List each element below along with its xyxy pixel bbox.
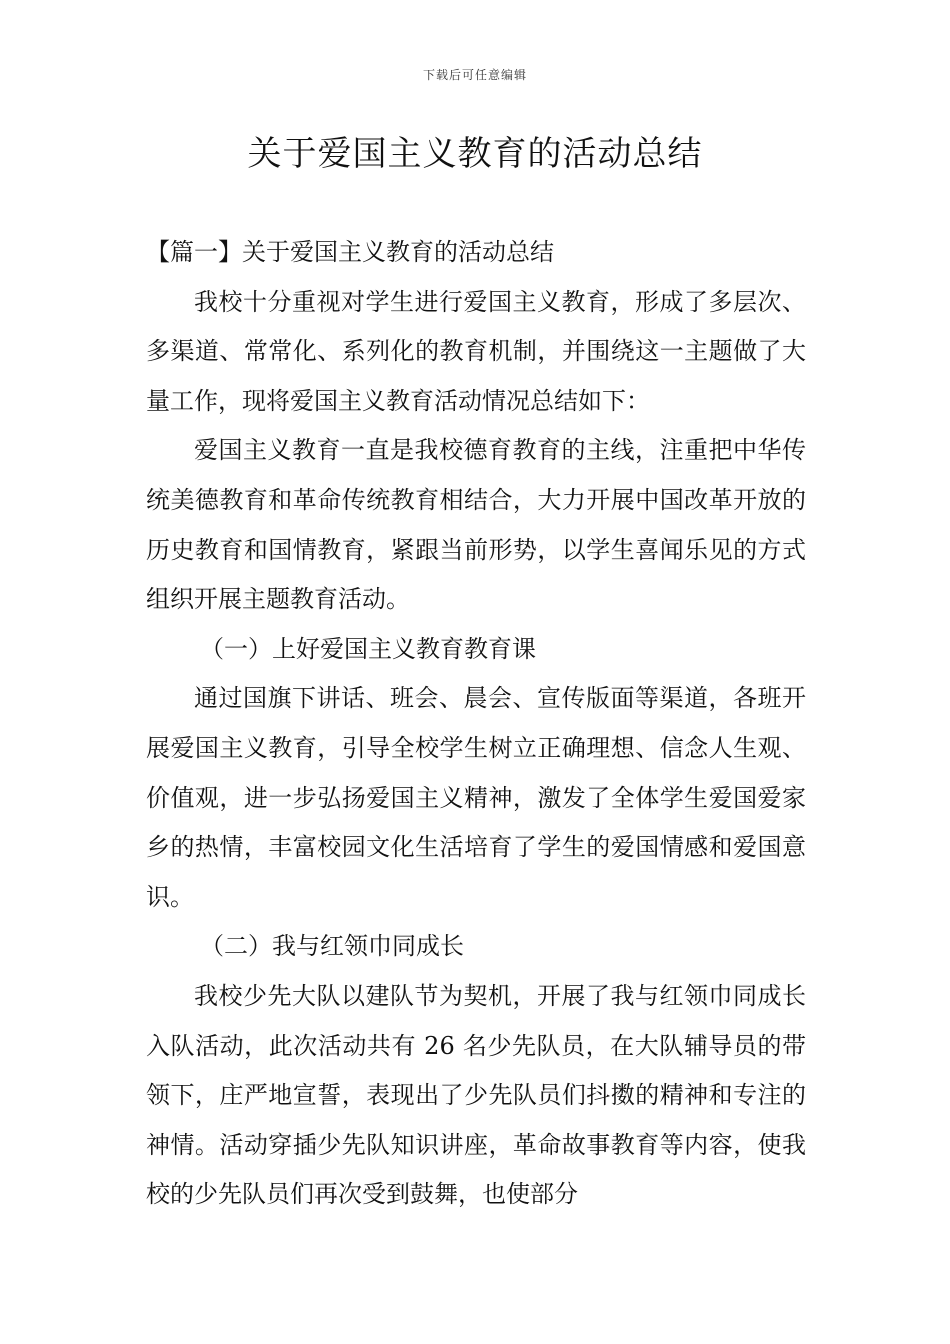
main-theme-paragraph: 爱国主义教育一直是我校德育教育的主线，注重把中华传统美德教育和革命传统教育相结合，大力开展中国改革开放的历史教育和国情教育，紧跟当前形势，以学生喜闻乐见的方式组织开展主题教育活动。	[146, 436, 806, 614]
subsection-heading-2: （二）我与红领巾同成长	[200, 932, 464, 961]
subsection-heading-1: （一）上好爱国主义教育教育课	[200, 634, 536, 663]
header-note: 下载后可任意编辑	[422, 68, 527, 82]
document-title: 关于爱国主义教育的活动总结	[247, 134, 703, 174]
subsection-paragraph-1: 通过国旗下讲话、班会、晨会、宣传版面等渠道，各班开展爱国主义教育，引导全校学生树立正确理想、信念人生观、价值观，进一步弘扬爱国主义精神，激发了全体学生爱国爱家乡的热情，丰富校园文化生活培育了学生的爱国情感和爱国意识。	[146, 684, 806, 911]
subsection-paragraph-2: 我校少先大队以建队节为契机，开展了我与红领巾同成长入队活动，此次活动共有 26 名少先队员，在大队辅导员的带领下，庄严地宣誓，表现出了少先队员们抖擞的精神和专注的神情。活动穿插少先队知识讲座，革命故事教育等内容，使我校的少先队员们再次受到鼓舞，也使部分	[146, 981, 806, 1209]
section-heading: 【篇一】关于爱国主义教育的活动总结	[146, 238, 554, 266]
document-body	[146, 228, 806, 1220]
intro-paragraph: 我校十分重视对学生进行爱国主义教育，形成了多层次、多渠道、常常化、系列化的教育机制，并围绕这一主题做了大量工作，现将爱国主义教育活动情况总结如下：	[146, 287, 806, 415]
